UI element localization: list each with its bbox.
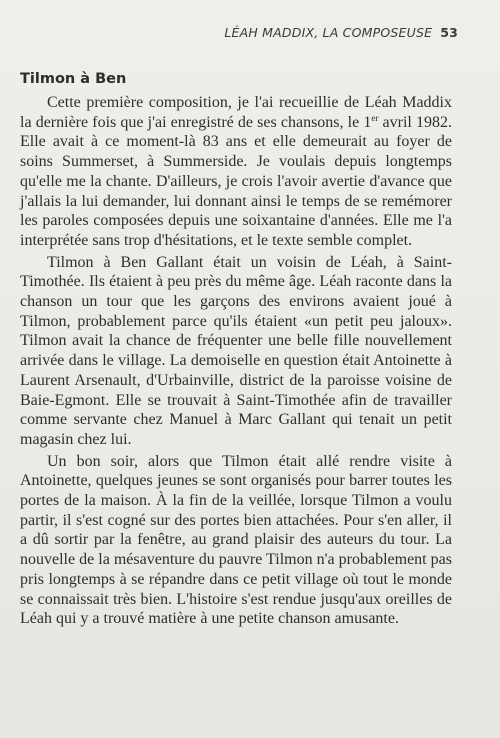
page-number: 53 [440,25,458,40]
paragraph-3: Un bon soir, alors que Tilmon était allé rendre visite à Antoinette, quelques jeunes se sont organisés pour barrer toutes les portes de la maison. À la fin de la veillée, lorsque Tilmon a voulu partir, il s'est cogné sur des portes bien attachées. Pour s'en aller, il a dû sortir par la fenêtre, au grand plaisir des auteurs du tour. La nouvelle de la mésaventure du pauvre Tilmon n'a probablement pas pris longtemps à se répandre dans ce petit village où tout le monde se connaissait très bien. L'histoire s'est rendue jusqu'aux oreilles de Léah qui y a trouvé matière à une petite chanson amusante. [20,452,452,628]
section-title: Tilmon à Ben [20,71,127,87]
body-text [20,93,452,631]
running-title: LÉAH MADDIX, LA COMPOSEUSE [224,25,433,40]
running-header [224,25,458,40]
ordinal-superscript: er [371,112,379,123]
paragraph-2: Tilmon à Ben Gallant était un voisin de Léah, à Saint-Timothée. Ils étaient à peu près du même âge. Léah raconte dans la chanson un tour que les garçons des environs avaient joué à Tilmon, probablement parce qu'ils étaient «un petit peu jaloux». Tilmon avait la chance de fréquenter une belle fille nouvellement arrivée dans le village. La demoiselle en question était Antoinette à Laurent Arsenault, d'Urbainville, district de la paroisse voisine de Baie-Egmont. Elle se trouvait à Saint-Timothée afin de travailler comme servante chez Manuel à Marc Gallant qui tenait un petit magasin chez lui. [20,253,452,448]
paragraph-1-before: Cette première composition, je l'ai recueillie de Léah Maddix la dernière fois que j'ai enregistré de ses chansons, le 1 [20,94,452,131]
paragraph-1-after: avril 1982. Elle avait à ce moment-là 83 ans et elle demeurait au foyer de soins Summerset, à Summerside. Je voulais depuis longtemps qu'elle me la chante. D'ailleurs, je crois l'avoir avertie d'avance que j'allais la lui demander, lui donnant ainsi le temps de se remémorer les paroles composées depuis une soixantaine d'années. Elle me l'a interprétée sans trop d'hésitations, et le texte semble complet. [20,113,452,249]
paragraph-1 [20,93,452,251]
